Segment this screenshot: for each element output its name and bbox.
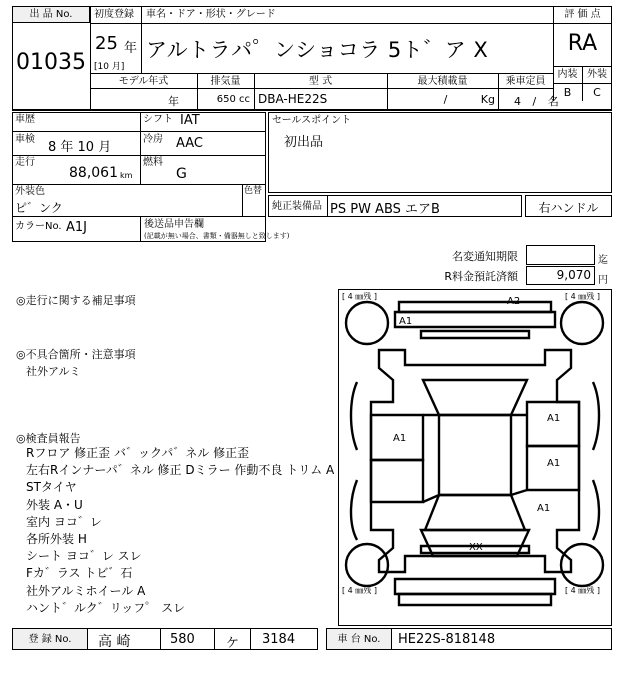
inspector-line: Rフロア 修正歪 バ゛ックパ゛ネル 修正歪 [26, 446, 250, 460]
supplement-title: ◎走行に関する補足事項 [16, 294, 136, 307]
registration-label: 登 録 No. [28, 634, 72, 645]
lot-number: 01035 [16, 50, 86, 75]
windshield [423, 380, 527, 415]
mileage-label: 走行 [15, 157, 35, 168]
car-diagram-frame [338, 289, 612, 626]
shift-value: IAT [180, 113, 200, 128]
color-no-value: A1J [66, 220, 87, 235]
model-label: 型 式 [308, 76, 333, 87]
inspector-line: 各所外装 H [26, 532, 87, 547]
inspector-line: 左右Rインナーパ゛ネル 修正 Dミラー 作動不良 トリム A [26, 463, 335, 478]
inspector-title: ◎検査員報告 [16, 432, 81, 445]
damage-mark: A2 [507, 296, 521, 307]
ac-label: 冷房 [143, 134, 163, 145]
registration-class: 580 [170, 632, 195, 647]
interior-label: 内装 [557, 69, 578, 80]
recycle-unit: 円 [598, 275, 608, 286]
chassis-value: HE22S-818148 [398, 632, 496, 647]
first-reg-year: 25 [95, 33, 118, 54]
lot-label: 出 品 No. [29, 9, 73, 20]
damage-mark: A1 [399, 316, 413, 327]
shipping-label: 後送品申告欄 [144, 219, 204, 230]
tire-label-rear-right: [ 4 ㎜残 ] [565, 586, 600, 595]
max-load-value: / Kg [443, 93, 495, 106]
overall-score: RA [567, 31, 598, 56]
fuel-label: 燃料 [143, 157, 163, 168]
sales-point-label: セールスポイント [272, 115, 352, 126]
displacement-label: 排気量 [210, 76, 241, 87]
history-label: 車歴 [15, 114, 35, 125]
front-bumper-lower [395, 312, 555, 327]
tire-label-front-right: [ 4 ㎜残 ] [565, 292, 600, 301]
right-front-door [527, 402, 579, 446]
defects-title: ◎不具合箇所・注意事項 [16, 348, 136, 361]
inspection-value: 8 年 10 月 [48, 140, 112, 155]
first-reg-label: 初度登録 [94, 9, 134, 20]
defects-line: 社外アルミ [26, 365, 81, 379]
displacement-value: 650 cc [216, 94, 250, 105]
damage-mark: A1 [537, 503, 551, 514]
name-change-field [526, 245, 595, 265]
color-no-label: カラーNo. [15, 221, 62, 232]
defects-area [16, 346, 336, 380]
mileage-value: 88,061 [69, 165, 118, 181]
rear-bumper [395, 579, 555, 594]
inspector-line: 外装 A・U [26, 497, 83, 512]
tire-rear-right [561, 544, 603, 586]
chassis-label: 車 台 No. [337, 634, 381, 645]
front-bumper [399, 302, 551, 312]
notes-area [16, 292, 336, 309]
first-reg-month: [10 月] [94, 62, 125, 72]
model-year-unit: 年 [168, 95, 179, 108]
left-rear-door [371, 460, 423, 502]
model-value: DBA-HE22S [258, 92, 328, 106]
fuel-value: G [176, 166, 187, 182]
tire-label-front-left: [ 4 ㎜残 ] [342, 292, 377, 301]
equipment-value: PS PW ABS エアB [330, 202, 440, 217]
recycle-label: R料金預託済額 [444, 270, 518, 283]
registration-kana: ケ [226, 636, 240, 651]
exterior-label: 外装 [587, 69, 607, 80]
interior-score: B [563, 86, 572, 99]
inspector-area [16, 432, 336, 617]
tire-front-left [346, 302, 388, 344]
roof [439, 415, 511, 495]
car-name: アルトラパ゜ンショコラ 5ト゛ア X [146, 38, 489, 62]
registration-city: 高 崎 [98, 634, 131, 650]
equipment-label: 純正装備品 [272, 201, 322, 212]
shipping-note: (記載が無い場合、書類・備器無しと致します) [144, 232, 290, 240]
rear-bumper-lower [399, 594, 551, 605]
damage-mark: A1 [547, 458, 561, 469]
score-label: 評 価 点 [564, 9, 601, 20]
inspection-label: 車検 [15, 134, 35, 145]
shift-label: シフト [143, 114, 173, 125]
car-name-label: 車名・ドア・形状・グレード [146, 9, 276, 20]
tire-rear-left [346, 544, 388, 586]
color-change-label: 色替 [244, 186, 263, 196]
inspector-line: ハント゛ルク゛リッフ゜ スレ [26, 600, 186, 615]
tire-label-rear-left: [ 4 ㎜残 ] [342, 586, 377, 595]
max-load-label: 最大積載量 [417, 76, 468, 87]
exterior-score: C [593, 86, 601, 99]
model-year-label: モデル年式 [118, 76, 169, 87]
car-diagram [339, 290, 611, 625]
sales-point-value: 初出品 [284, 135, 324, 150]
mileage-unit: km [120, 171, 133, 180]
inspector-line: 社外アルミホイール A [26, 583, 146, 598]
inspector-line: Fカ゛ラス トビ゛石 [26, 566, 133, 581]
inspector-line: STタイヤ [26, 480, 77, 495]
registration-number: 3184 [262, 632, 296, 647]
inspector-line: 室内 ヨコ゛レ [26, 514, 102, 529]
damage-mark: XX [469, 542, 483, 553]
damage-mark: A1 [547, 413, 561, 424]
capacity-label: 乗車定員 [505, 76, 546, 87]
steering-value: 右ハンドル [538, 201, 599, 215]
exterior-color-value: ピ゛ンク [15, 201, 63, 215]
capacity-value: 4 / 名 [514, 95, 559, 108]
name-change-label: 名変通知期限 [452, 250, 518, 263]
tire-front-right [561, 302, 603, 344]
ac-value: AAC [176, 136, 203, 151]
damage-mark: A1 [393, 433, 407, 444]
rear-window [425, 495, 525, 530]
exterior-color-label: 外装色 [15, 186, 45, 197]
first-reg-year-unit: 年 [124, 41, 138, 56]
recycle-value: 9,070 [556, 268, 591, 282]
inspector-line: シート ヨコ゛レ スレ [26, 549, 142, 564]
name-change-unit: 迄 [598, 255, 608, 266]
